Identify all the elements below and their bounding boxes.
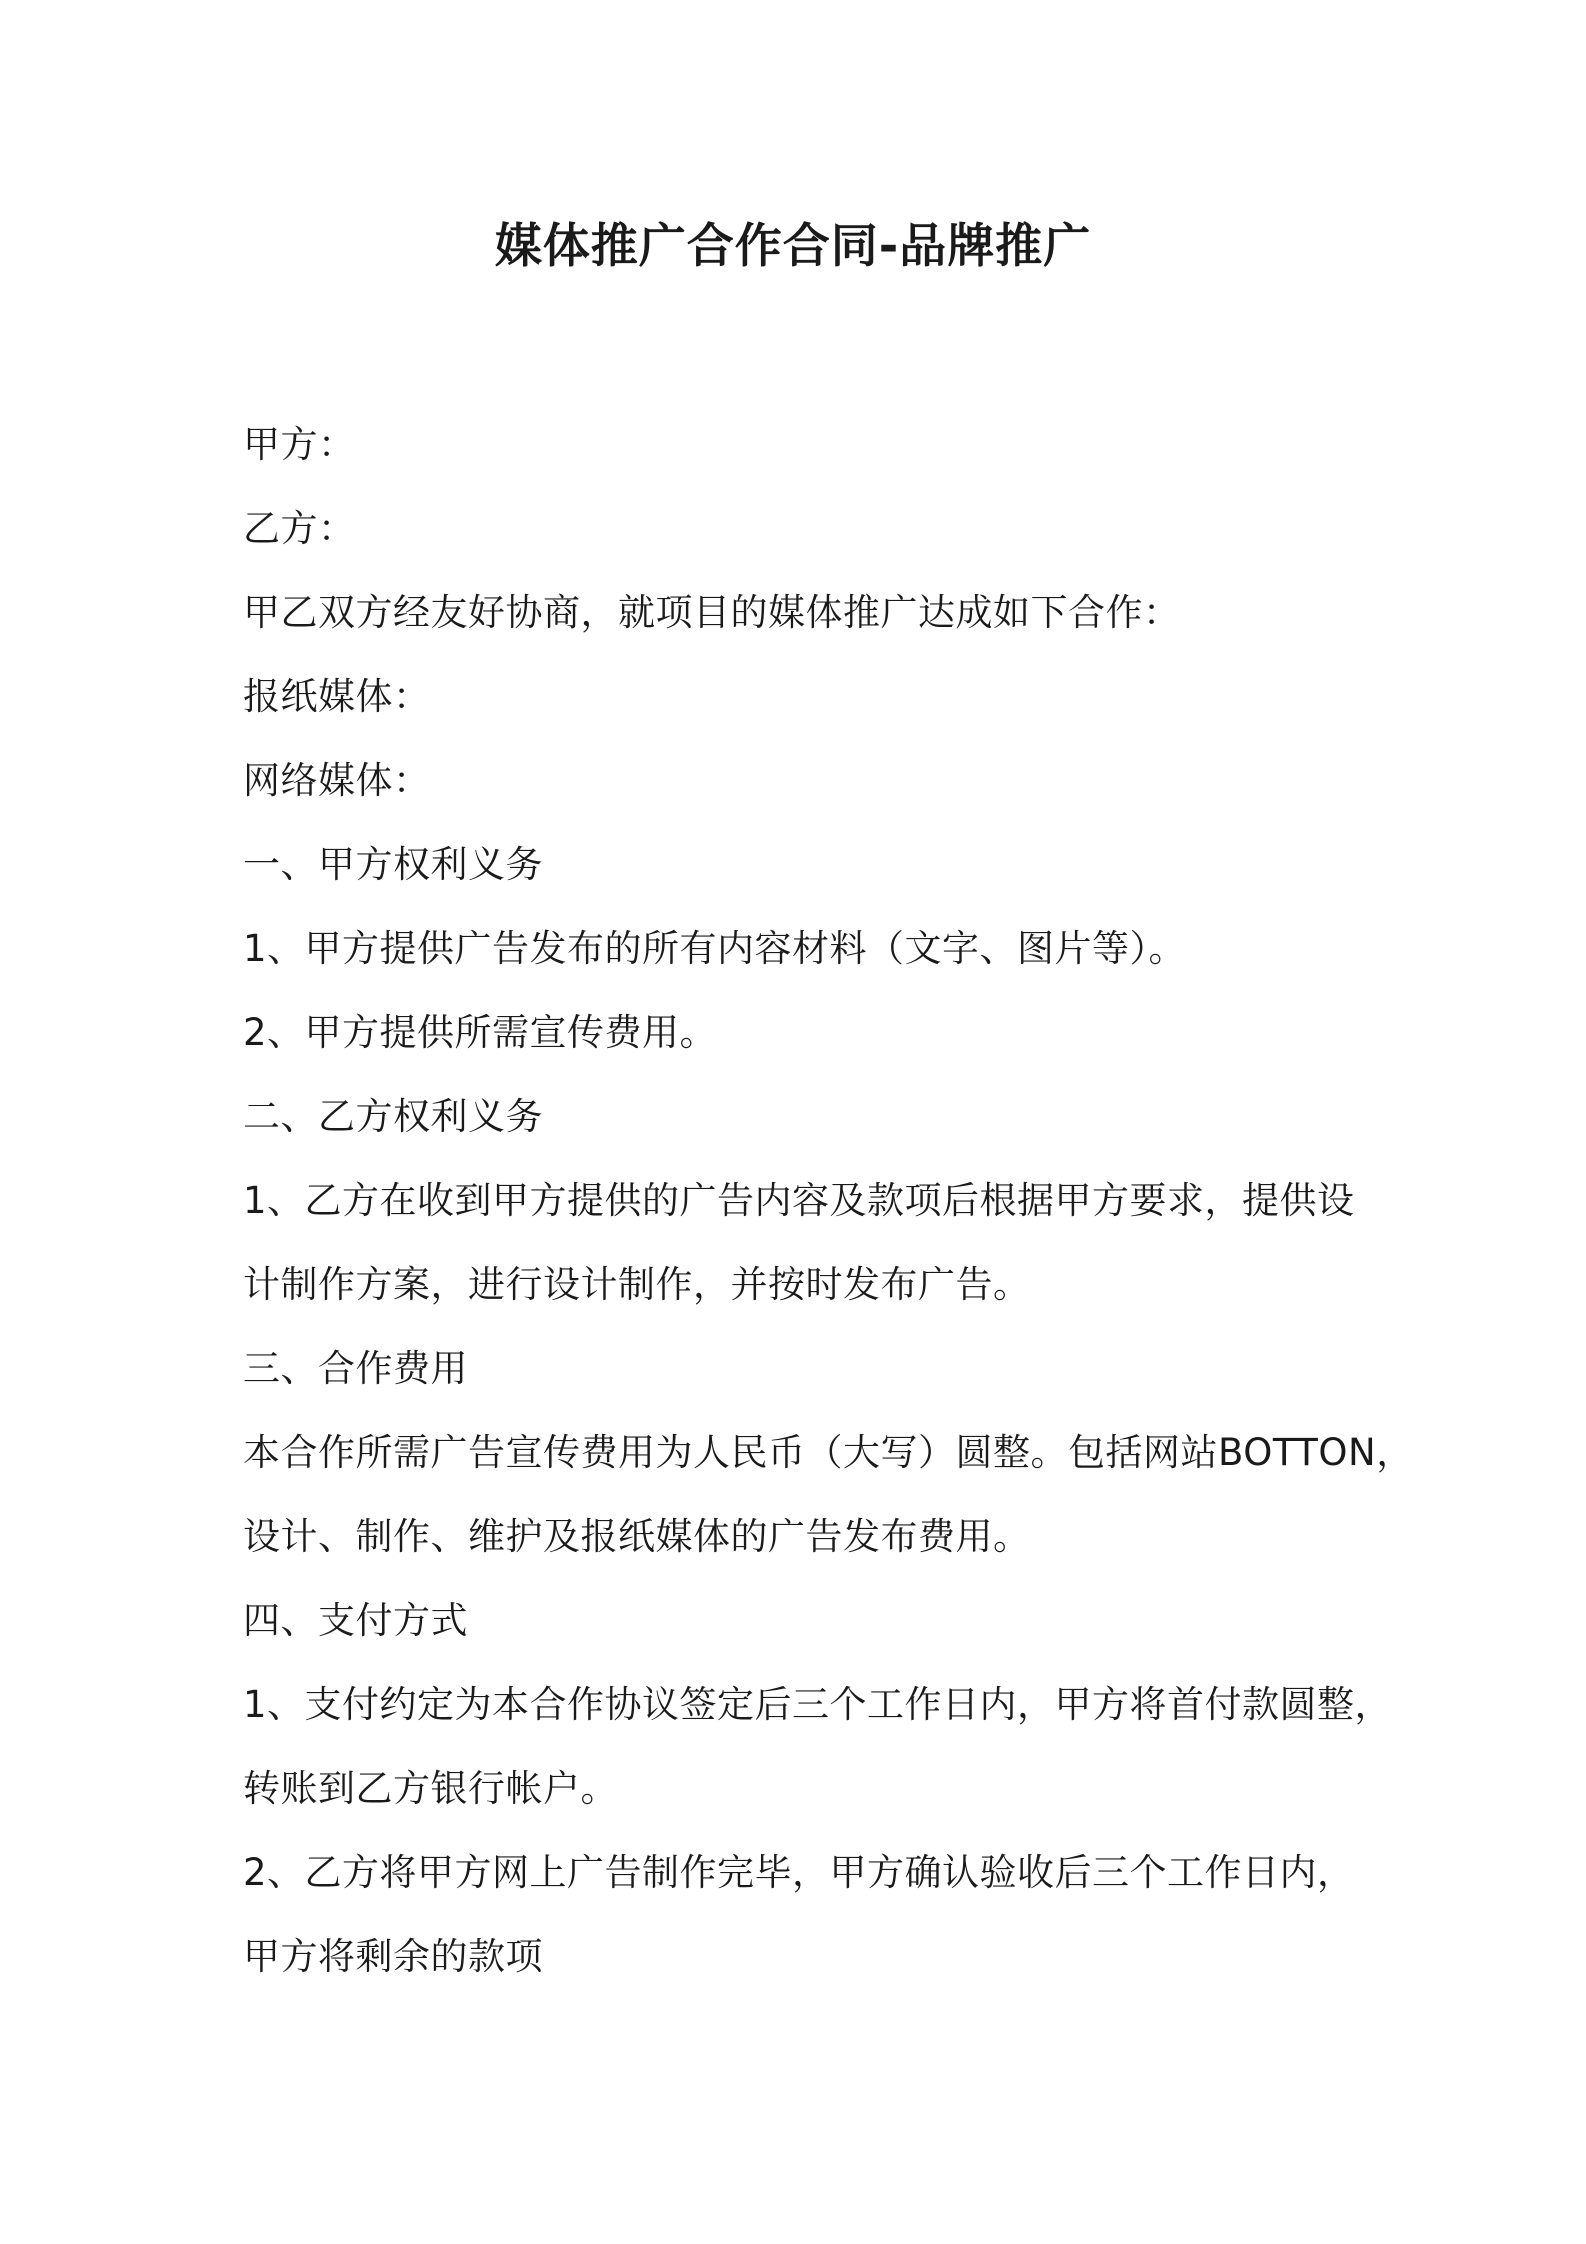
clause-4-1-part-1: 1、支付约定为本合作协议签定后三个工作日内，甲方将首付款圆整，	[243, 1683, 1393, 1726]
clause-4-1-part-2: 转账到乙方银行帐户。	[243, 1767, 618, 1810]
fee-text-part-2: 设计、制作、维护及报纸媒体的广告发布费用。	[243, 1515, 1031, 1558]
clause-2-1-part-2: 计制作方案，进行设计制作，并按时发布广告。	[243, 1263, 1031, 1306]
section-heading-2: 二、乙方权利义务	[243, 1095, 543, 1138]
party-a-line: 甲方：	[243, 423, 356, 466]
document-body	[243, 403, 1414, 1999]
intro-line: 甲乙双方经友好协商，就项目的媒体推广达成如下合作：	[243, 591, 1181, 634]
section-heading-3: 三、合作费用	[243, 1347, 468, 1390]
online-media-line: 网络媒体：	[243, 759, 431, 802]
section-heading-1: 一、甲方权利义务	[243, 843, 543, 886]
section-heading-4: 四、支付方式	[243, 1599, 468, 1642]
clause-4-2-part-2: 甲方将剩余的款项	[243, 1935, 543, 1978]
party-b-line: 乙方：	[243, 507, 356, 550]
document-title: 媒体推广合作合同-品牌推广	[494, 219, 1092, 274]
fee-text-part-1: 本合作所需广告宣传费用为人民币（大写）圆整。包括网站BOTTON，	[243, 1431, 1414, 1474]
clause-1-1: 1、甲方提供广告发布的所有内容材料（文字、图片等）。	[243, 927, 1187, 970]
clause-1-2: 2、甲方提供所需宣传费用。	[243, 1011, 718, 1054]
clause-2-1-part-1: 1、乙方在收到甲方提供的广告内容及款项后根据甲方要求，提供设	[243, 1179, 1355, 1222]
newspaper-media-line: 报纸媒体：	[243, 675, 431, 718]
clause-4-2-part-1: 2、乙方将甲方网上广告制作完毕，甲方确认验收后三个工作日内，	[243, 1851, 1355, 1894]
